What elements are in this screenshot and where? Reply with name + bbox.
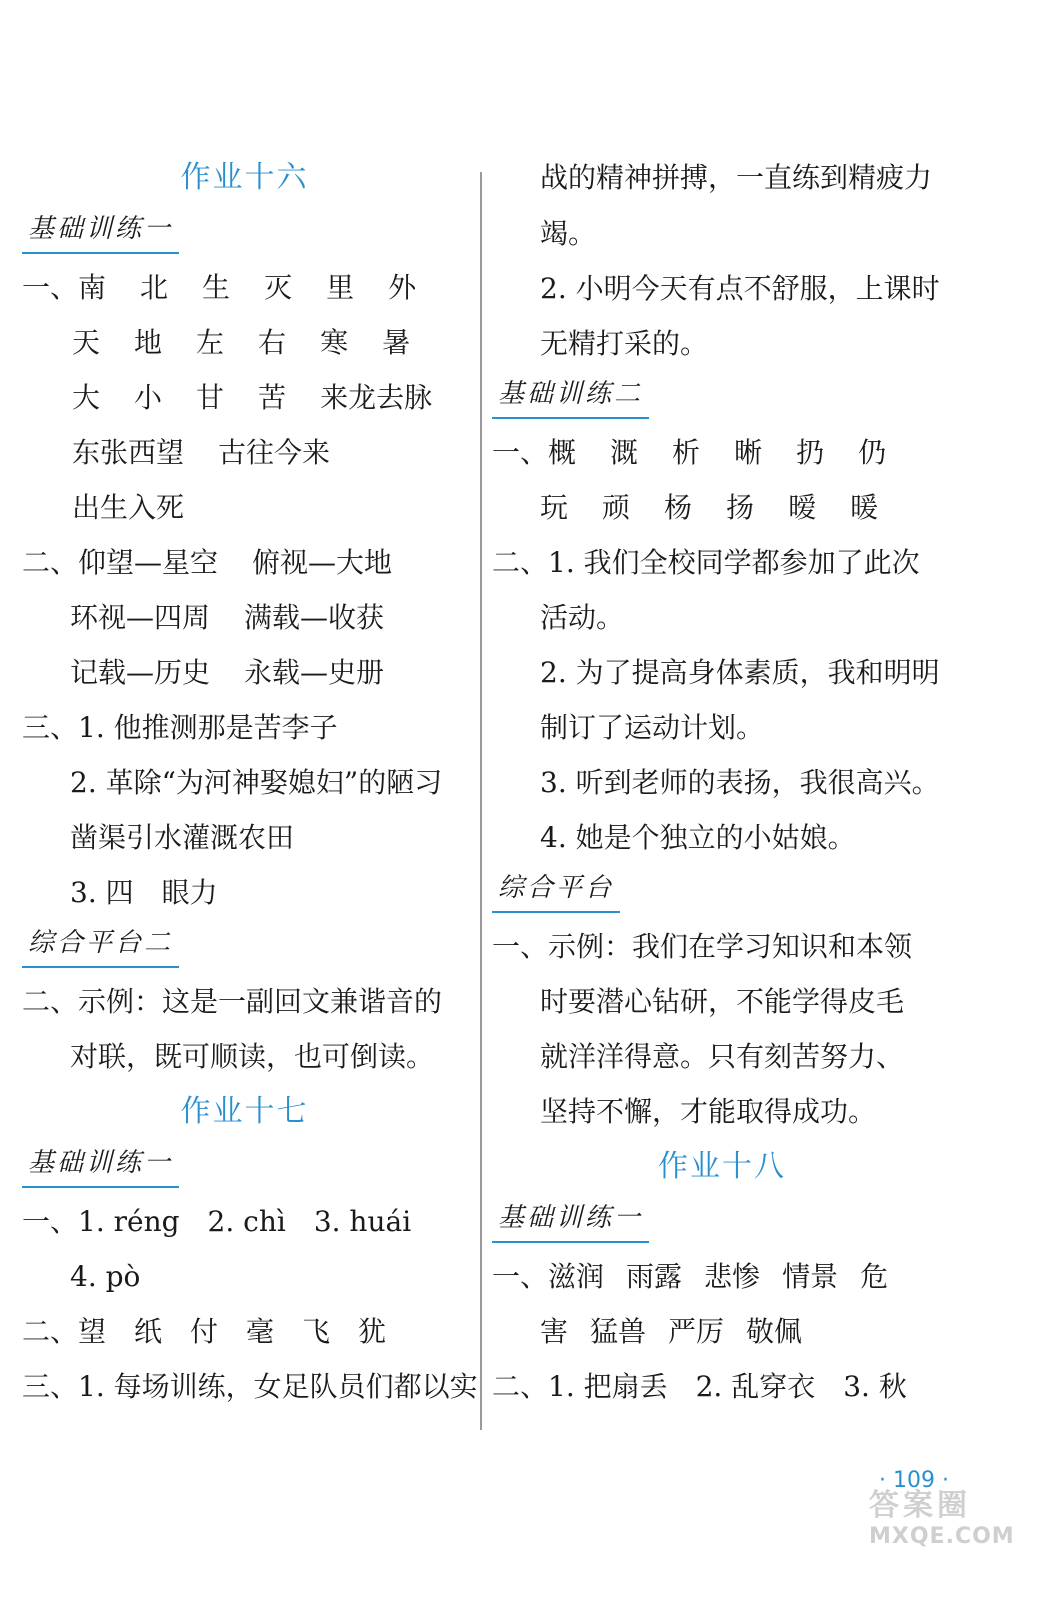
word: 顽 xyxy=(602,491,631,524)
r-q1-row2 xyxy=(492,480,952,535)
assignment-18-title: 作业十八 xyxy=(658,1149,786,1184)
word: 古往今来 xyxy=(218,436,331,469)
q1-row5: 出生入死 xyxy=(72,491,185,524)
section-integrated-platform-2: 综合平台二 xyxy=(22,920,179,968)
r-zh-line4: 坚持不懈，才能取得成功。 xyxy=(540,1095,877,1128)
q-label: 一、 xyxy=(492,436,549,469)
q3-line4: 3. 四 眼力 xyxy=(70,876,218,909)
word: 南 xyxy=(78,271,107,304)
q2-row2 xyxy=(22,590,467,645)
q-label: 一、 xyxy=(492,1260,549,1293)
word: 满载—收获 xyxy=(244,601,385,634)
cont-line4: 无精打采的。 xyxy=(540,327,709,360)
word: 右 xyxy=(258,326,287,359)
r-zh-line2: 时要潜心钻研，不能学得皮毛 xyxy=(540,985,905,1018)
word: 北 xyxy=(140,271,169,304)
q1-row3 xyxy=(22,370,467,425)
section-basic-training-1b: 基础训练一 xyxy=(22,1140,179,1188)
r-q2-line4: 制订了运动计划。 xyxy=(540,711,765,744)
r-q2-line1: 二、1. 我们全校同学都参加了此次 xyxy=(492,546,920,579)
word: 苦 xyxy=(258,381,287,414)
r-q2-line3: 2. 为了提高身体素质，我和明明 xyxy=(540,656,940,689)
section-integrated-platform: 综合平台 xyxy=(492,865,620,913)
right-column xyxy=(492,150,952,1414)
zh-line2: 对联，既可顺读，也可倒读。 xyxy=(70,1040,435,1073)
cont-line3: 2. 小明今天有点不舒服，上课时 xyxy=(540,272,940,305)
word: 严厉 xyxy=(668,1315,725,1348)
word: 里 xyxy=(326,271,355,304)
section-basic-training-1: 基础训练一 xyxy=(22,206,179,254)
word: 暖 xyxy=(850,491,879,524)
word: 地 xyxy=(134,326,163,359)
word: 晰 xyxy=(734,436,763,469)
q-label: 一、 xyxy=(22,271,79,304)
q1-row2 xyxy=(22,315,467,370)
p1-line2: 4. pò xyxy=(70,1260,141,1293)
zh-line1: 二、示例：这是一副回文兼谐音的 xyxy=(22,985,443,1018)
q1-row4 xyxy=(22,425,467,480)
word: 概 xyxy=(548,436,577,469)
word: 俯视—大地 xyxy=(252,546,393,579)
word: 来龙去脉 xyxy=(320,381,433,414)
q3-line3: 凿渠引水灌溉农田 xyxy=(70,821,295,854)
watermark-top-text: 答案圈 xyxy=(869,1488,971,1523)
r-r1-row2 xyxy=(492,1304,952,1359)
word: 害 xyxy=(540,1315,569,1348)
watermark-bottom-text: MXQE.COM xyxy=(869,1524,1015,1549)
word: 小 xyxy=(134,381,163,414)
word: 大 xyxy=(72,381,101,414)
word: 灭 xyxy=(264,271,293,304)
r-q2-line5: 3. 听到老师的表扬，我很高兴。 xyxy=(540,766,940,799)
word: 玩 xyxy=(540,491,569,524)
r-zh-line1: 一、示例：我们在学习知识和本领 xyxy=(492,930,913,963)
word: 环视—四周 xyxy=(70,601,211,634)
word: 扔 xyxy=(796,436,825,469)
cont-line2: 竭。 xyxy=(540,217,597,250)
word: 雨露 xyxy=(626,1260,683,1293)
word: 东张西望 xyxy=(72,436,185,469)
column-divider xyxy=(480,172,482,1430)
word: 危 xyxy=(860,1260,889,1293)
r-q2-line6: 4. 她是个独立的小姑娘。 xyxy=(540,821,856,854)
assignment-17-title: 作业十七 xyxy=(180,1094,309,1129)
word: 天 xyxy=(72,326,101,359)
word: 记载—历史 xyxy=(70,656,211,689)
word: 滋润 xyxy=(548,1260,605,1293)
section-basic-training-2: 基础训练二 xyxy=(492,371,649,419)
word: 仰望—星空 xyxy=(78,546,219,579)
word: 敬佩 xyxy=(746,1315,803,1348)
q3-line1: 三、1. 他推测那是苦李子 xyxy=(22,711,338,744)
word: 暑 xyxy=(382,326,411,359)
word: 外 xyxy=(388,271,417,304)
word: 甘 xyxy=(196,381,225,414)
p2-line: 二、望 纸 付 毫 飞 犹 xyxy=(22,1315,387,1348)
page-number: · 109 · xyxy=(879,1468,949,1493)
r-q1-row1 xyxy=(492,425,952,480)
q1-row1 xyxy=(22,260,467,315)
word: 左 xyxy=(196,326,225,359)
word: 仍 xyxy=(858,436,887,469)
assignment-16-title: 作业十六 xyxy=(180,160,309,195)
r-r2-line: 二、1. 把扇丢 2. 乱穿衣 3. 秋 xyxy=(492,1370,907,1403)
watermark-logo xyxy=(869,1480,1029,1560)
word: 猛兽 xyxy=(590,1315,647,1348)
section-basic-training-1c: 基础训练一 xyxy=(492,1195,649,1243)
word: 情景 xyxy=(782,1260,839,1293)
word: 悲惨 xyxy=(704,1260,761,1293)
left-column xyxy=(22,150,478,1414)
p3-line: 三、1. 每场训练，女足队员们都以实 xyxy=(22,1370,478,1403)
word: 扬 xyxy=(726,491,755,524)
word: 溉 xyxy=(610,436,639,469)
q2-row3 xyxy=(22,645,467,700)
q2-row1 xyxy=(22,535,467,590)
p1-line1: 一、1. réng 2. chì 3. huái xyxy=(22,1205,412,1238)
r-r1-row1 xyxy=(492,1249,952,1304)
r-zh-line3: 就洋洋得意。只有刻苦努力、 xyxy=(540,1040,905,1073)
r-q2-line2: 活动。 xyxy=(540,601,625,634)
word: 永载—史册 xyxy=(244,656,385,689)
word: 杨 xyxy=(664,491,693,524)
word: 寒 xyxy=(320,326,349,359)
q3-line2: 2. 革除“为河神娶媳妇”的陋习 xyxy=(70,766,443,799)
word: 暧 xyxy=(788,491,817,524)
word: 生 xyxy=(202,271,231,304)
cont-line1: 战的精神拼搏，一直练到精疲力 xyxy=(540,161,933,194)
q-label: 二、 xyxy=(22,546,79,579)
word: 析 xyxy=(672,436,701,469)
